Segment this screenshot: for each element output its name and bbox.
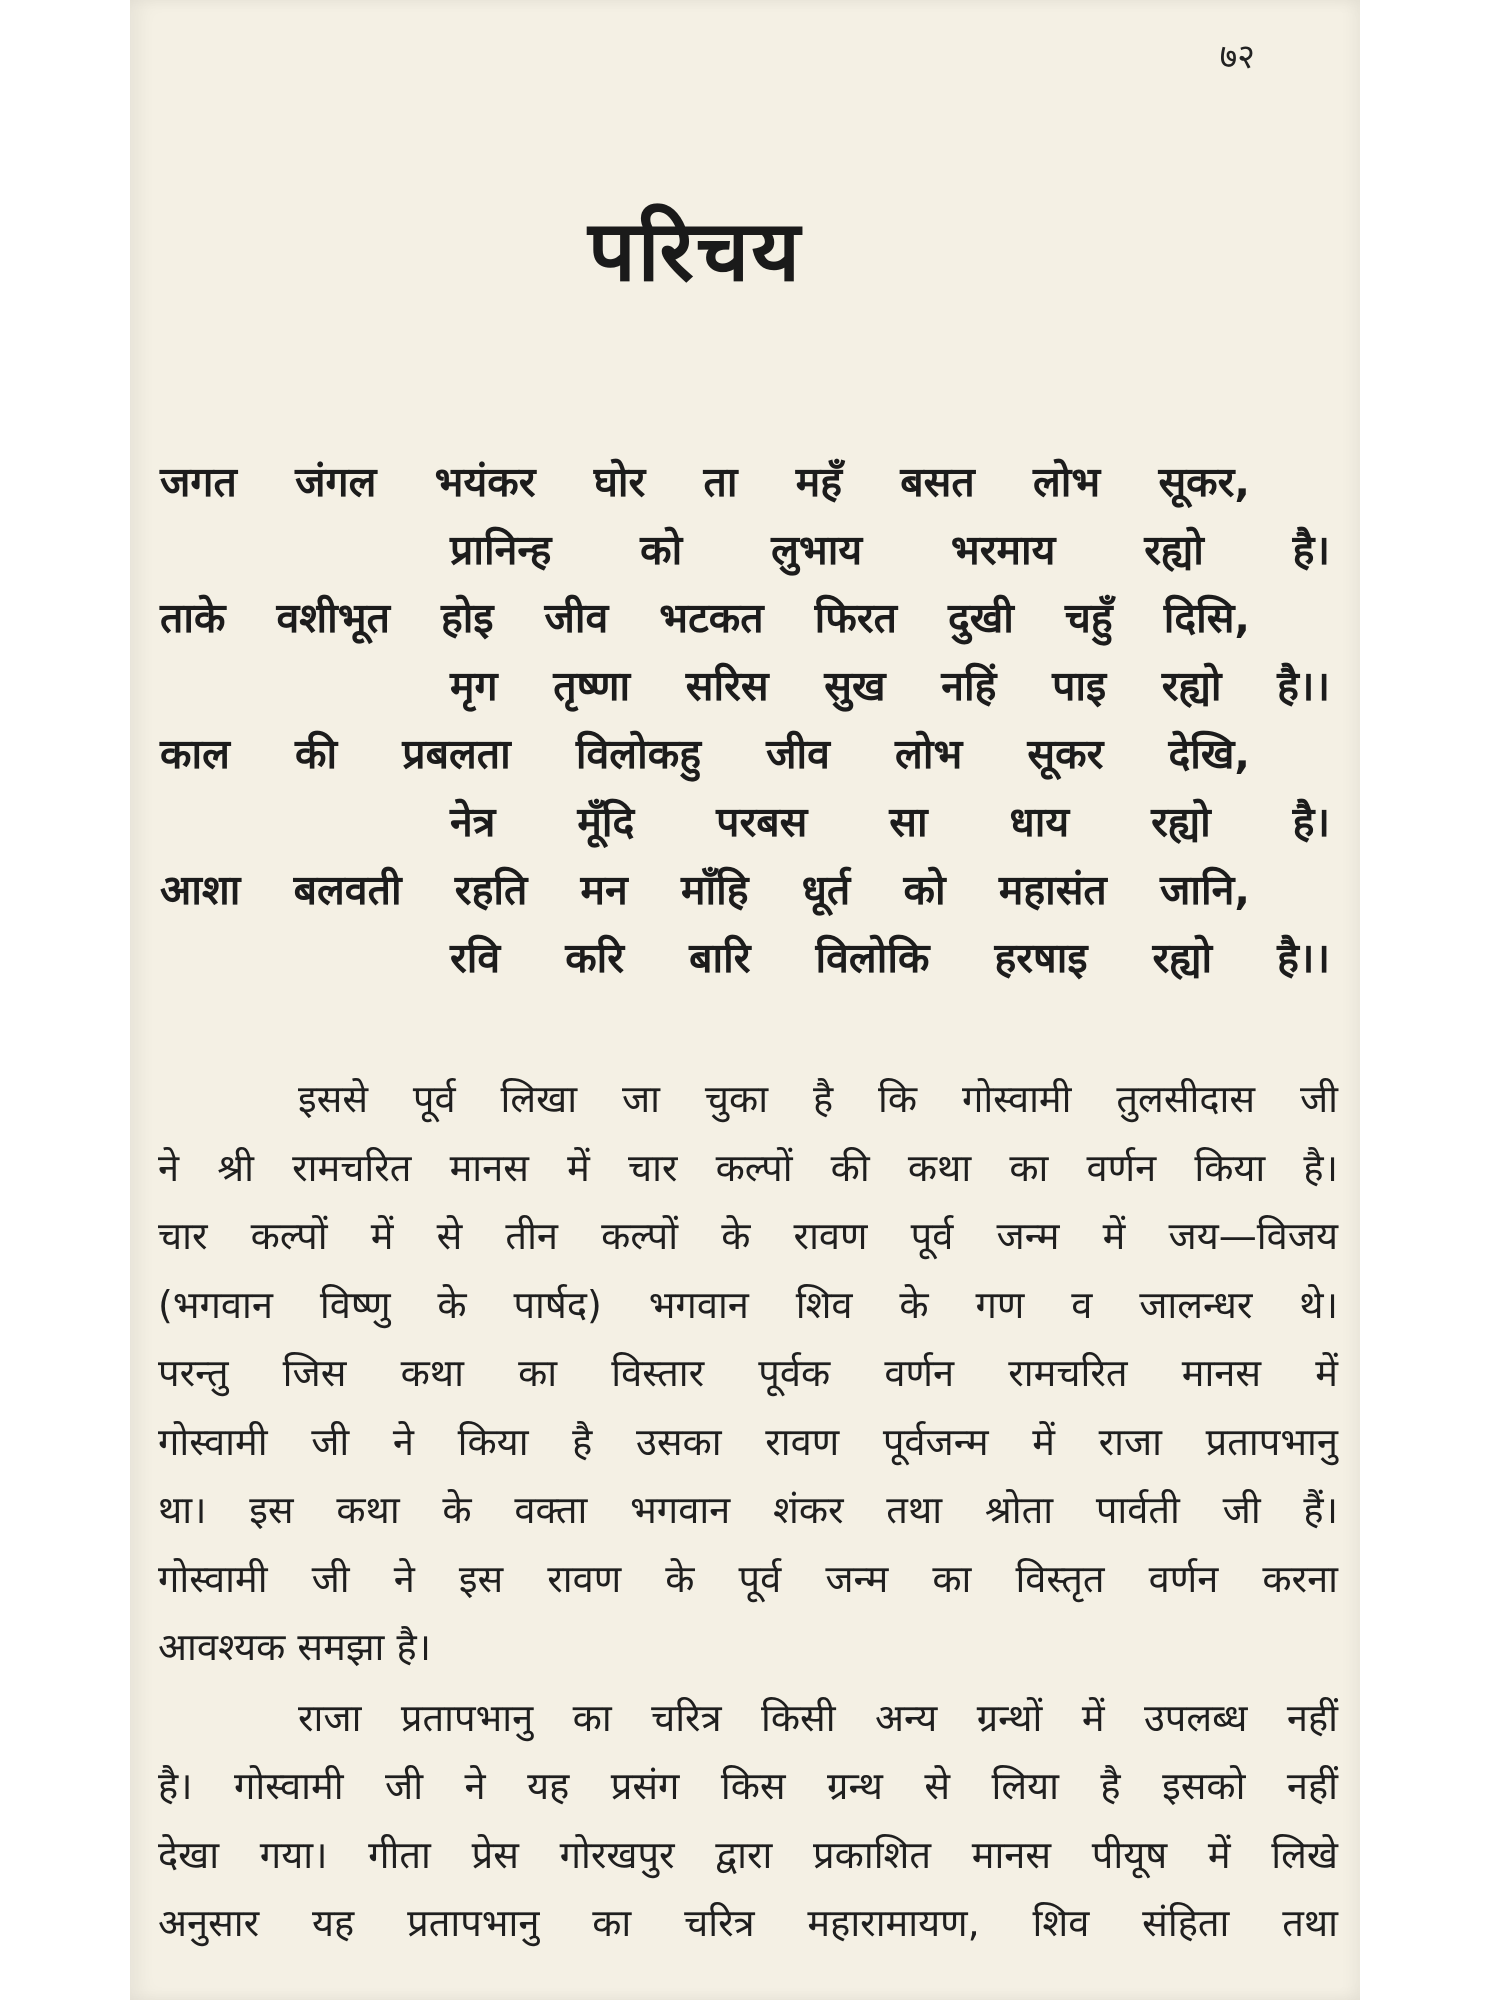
- verse-block: [160, 448, 1340, 992]
- book-page: [130, 0, 1360, 2000]
- paragraph-line: देखा गया। गीता प्रेस गोरखपुर द्वारा प्रकाशित मानस पीयूष में लिखे: [158, 1832, 1338, 1877]
- paragraph-line: आवश्यक समझा है।: [158, 1625, 432, 1669]
- verse-line: प्रानिन्ह को लुभाय भरमाय रह्यो है।: [450, 526, 1330, 574]
- paragraph-line: परन्तु जिस कथा का विस्तार पूर्वक वर्णन रामचरित मानस में: [158, 1351, 1338, 1395]
- verse-line: काल की प्रबलता विलोकहु जीव लोभ सूकर देखि,: [160, 730, 1250, 778]
- verse-line: रवि करि बारि विलोकि हरषाइ रह्यो है।।: [450, 934, 1330, 982]
- verse-line: आशा बलवती रहति मन माँहि धूर्त को महासंत जानि,: [160, 866, 1250, 914]
- verse-line: जगत जंगल भयंकर घोर ता महँ बसत लोभ सूकर,: [160, 458, 1250, 506]
- paragraph-introduction: [158, 1065, 1338, 1682]
- paragraph-line: गोस्वामी जी ने इस रावण के पूर्व जन्म का विस्तृत वर्णन करना: [158, 1556, 1338, 1601]
- paragraph-line: था। इस कथा के वक्ता भगवान शंकर तथा श्रोता पार्वती जी हैं।: [158, 1488, 1338, 1532]
- prose-body: [158, 1065, 1338, 1960]
- paragraph-line: अनुसार यह प्रतापभानु का चरित्र महारामायण, शिव संहिता तथा: [158, 1901, 1338, 1945]
- paragraph-line: (भगवान विष्णु के पार्षद) भगवान शिव के गण व जालन्धर थे।: [158, 1282, 1338, 1327]
- paragraph-line: है। गोस्वामी जी ने यह प्रसंग किस ग्रन्थ से लिया है इसको नहीं: [158, 1764, 1338, 1808]
- verse-line: नेत्र मूँदि परबस सा धाय रह्यो है।: [450, 798, 1330, 846]
- paragraph-line: ने श्री रामचरित मानस में चार कल्पों की कथा का वर्णन किया है।: [158, 1145, 1338, 1190]
- chapter-title: परिचय: [588, 202, 802, 300]
- paragraph-line: राजा प्रतापभानु का चरित्र किसी अन्य ग्रन्थों में उपलब्ध नहीं: [298, 1695, 1338, 1740]
- page-number: ७२: [1219, 37, 1255, 77]
- paragraph-line: गोस्वामी जी ने किया है उसका रावण पूर्वजन्म में राजा प्रतापभानु: [158, 1419, 1338, 1464]
- paragraph-line: इससे पूर्व लिखा जा चुका है कि गोस्वामी तुलसीदास जी: [298, 1077, 1338, 1121]
- verse-line: मृग तृष्णा सरिस सुख नहिं पाइ रह्यो है।।: [450, 662, 1330, 710]
- paragraph-line: चार कल्पों में से तीन कल्पों के रावण पूर्व जन्म में जय—विजय: [158, 1214, 1338, 1258]
- verse-line: ताके वशीभूत होइ जीव भटकत फिरत दुखी चहुँ दिसि,: [160, 594, 1250, 642]
- paragraph-pratapbhanu: [158, 1684, 1338, 1958]
